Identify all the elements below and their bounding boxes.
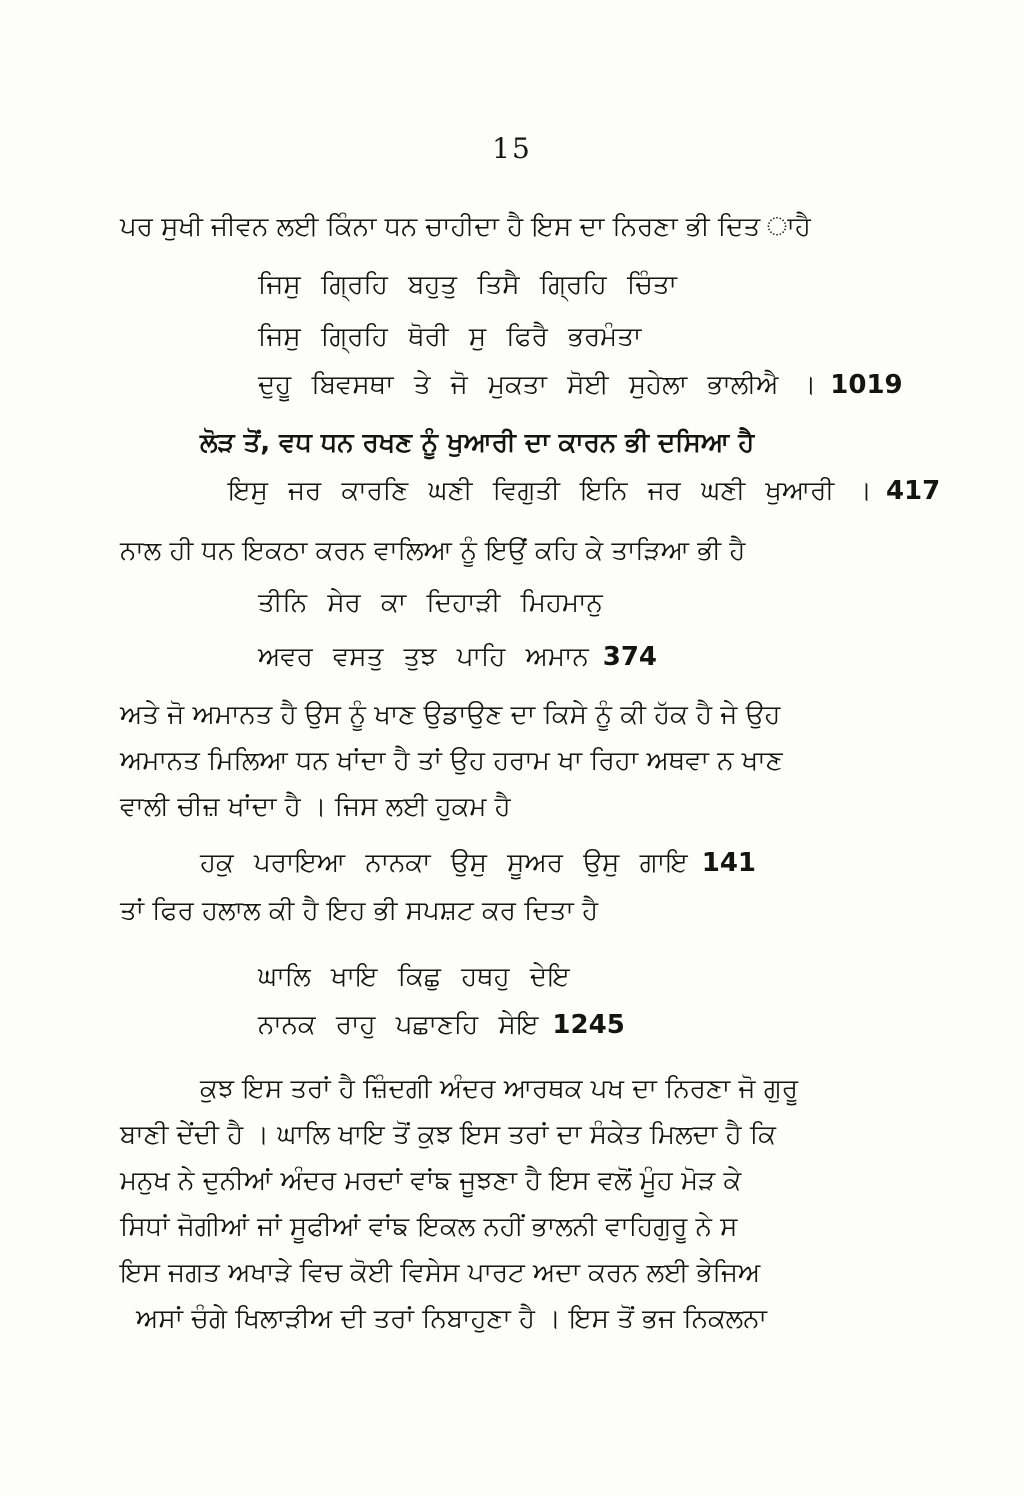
line-text: ਜਿਸੁ ਗ੍ਰਿਹਿ ਥੋਰੀ ਸੁ ਫਿਰੈ ਭਰਮੰਤਾ — [258, 322, 642, 352]
verse-reference: 1245 — [552, 1010, 625, 1040]
line-text: ਤਾਂ ਫਿਰ ਹਲਾਲ ਕੀ ਹੈ ਇਹ ਭੀ ਸਪਸ਼ਟ ਕਰ ਦਿਤਾ ਹੈ — [120, 896, 599, 926]
prose-line — [120, 698, 780, 732]
verse-reference: 1019 — [830, 370, 903, 400]
line-text: ਅਸਾਂ ਚੰਗੇ ਖਿਲਾੜੀਅ ਦੀ ਤਰਾਂ ਨਿਬਾਹੁਣਾ ਹੈ । ਇਸ ਤੋਂ ਭਜ ਨਿਕਲਨਾ — [136, 1304, 767, 1334]
verse-line — [258, 1008, 625, 1042]
line-text: ਅਤੇ ਜੋ ਅਮਾਨਤ ਹੈ ਉਸ ਨੂੰ ਖਾਣ ਉਡਾਉਣ ਦਾ ਕਿਸੇ ਨੂੰ ਕੀ ਹੱਕ ਹੈ ਜੇ ਉਹ — [120, 700, 781, 730]
line-text: ਵਾਲੀ ਚੀਜ਼ ਖਾਂਦਾ ਹੈ । ਜਿਸ ਲਈ ਹੁਕਮ ਹੈ — [120, 792, 511, 822]
verse-line — [258, 368, 903, 402]
prose-line — [136, 1302, 767, 1336]
line-text: ਮਨੁਖ ਨੇ ਦੁਨੀਆਂ ਅੰਦਰ ਮਰਦਾਂ ਵਾਂਙ ਜੂਝਣਾ ਹੈ ਇਸ ਵਲੋਂ ਮੂੰਹ ਮੋੜ ਕੇ — [120, 1166, 742, 1196]
verse-line — [258, 640, 657, 674]
prose-line — [120, 210, 811, 244]
verse-line — [258, 268, 677, 302]
prose-line — [120, 534, 745, 568]
verse-reference: 374 — [602, 642, 658, 672]
prose-line — [200, 1072, 798, 1106]
verse-line — [200, 846, 756, 880]
line-text: ਬਾਣੀ ਦੇਂਦੀ ਹੈ । ਘਾਲਿ ਖਾਇ ਤੋਂ ਕੁਝ ਇਸ ਤਰਾਂ ਦਾ ਸੰਕੇਤ ਮਿਲਦਾ ਹੈ ਕਿ — [120, 1120, 776, 1150]
line-text: ਘਾਲਿ ਖਾਇ ਕਿਛੁ ਹਥਹੁ ਦੇਇ — [258, 962, 570, 992]
prose-line — [120, 744, 783, 778]
line-text: ਇਸ ਜਗਤ ਅਖਾੜੇ ਵਿਚ ਕੋਈ ਵਿਸੇਸ ਪਾਰਟ ਅਦਾ ਕਰਨ ਲਈ ਭੇਜਿਅ — [120, 1258, 761, 1288]
line-text: ਸਿਧਾਂ ਜੋਗੀਆਂ ਜਾਂ ਸੂਫੀਆਂ ਵਾਂਙ ਇਕਲ ਨਹੀਂ ਭਾਲਨੀ ਵਾਹਿਗੁਰੂ ਨੇ ਸ — [120, 1212, 738, 1242]
line-text: ਤੀਨਿ ਸੇਰ ਕਾ ਦਿਹਾੜੀ ਮਿਹਮਾਨੁ — [258, 588, 603, 618]
prose-line — [120, 790, 511, 824]
verse-line — [258, 586, 603, 620]
verse-line — [258, 320, 641, 354]
line-text: ਕੁਝ ਇਸ ਤਰਾਂ ਹੈ ਜ਼ਿੰਦਗੀ ਅੰਦਰ ਆਰਥਕ ਪਖ ਦਾ ਨਿਰਣਾ ਜੋ ਗੁਰੂ — [200, 1074, 798, 1104]
line-text: ਹਕੁ ਪਰਾਇਆ ਨਾਨਕਾ ਉਸੁ ਸੂਅਰ ਉਸੁ ਗਾਇ — [200, 848, 688, 878]
verse-reference: 417 — [885, 476, 941, 506]
line-text: ਅਮਾਨਤ ਮਿਲਿਆ ਧਨ ਖਾਂਦਾ ਹੈ ਤਾਂ ਉਹ ਹਰਾਮ ਖਾ ਰਿਹਾ ਅਥਵਾ ਨ ਖਾਣ — [120, 746, 783, 776]
line-text: ਨਾਲ ਹੀ ਧਨ ਇਕਠਾ ਕਰਨ ਵਾਲਿਆ ਨੂੰ ਇਉਂ ਕਹਿ ਕੇ ਤਾੜਿਆ ਭੀ ਹੈ — [120, 536, 746, 566]
line-text: ਇਸੁ ਜਰ ਕਾਰਣਿ ਘਣੀ ਵਿਗੁਤੀ ਇਨਿ ਜਰ ਘਣੀ ਖੁਆਰੀ । — [228, 476, 872, 506]
prose-line — [120, 1164, 741, 1198]
prose-line — [120, 1118, 776, 1152]
line-text: ਅਵਰ ਵਸਤੁ ਤੁਝ ਪਾਹਿ ਅਮਾਨ — [258, 642, 589, 672]
verse-line — [228, 474, 940, 508]
prose-line — [120, 1210, 737, 1244]
line-text: ਦੁਹੂ ਬਿਵਸਥਾ ਤੇ ਜੋ ਮੁਕਤਾ ਸੋਈ ਸੁਹੇਲਾ ਭਾਲੀਐ । — [258, 370, 817, 400]
verse-reference: 141 — [701, 848, 757, 878]
line-text: ਲੋੜ ਤੋਂ, ਵਧ ਧਨ ਰਖਣ ਨੂੰ ਖੁਆਰੀ ਦਾ ਕਾਰਨ ਭੀ ਦਸਿਆ ਹੈ — [200, 428, 755, 458]
prose-line — [120, 894, 598, 928]
line-text: ਪਰ ਸੁਖੀ ਜੀਵਨ ਲਈ ਕਿੰਨਾ ਧਨ ਚਾਹੀਦਾ ਹੈ ਇਸ ਦਾ ਨਿਰਣਾ ਭੀ ਦਿਤ ਾਹੈ — [120, 212, 811, 242]
page-number: 15 — [492, 132, 532, 165]
verse-line — [258, 960, 570, 994]
prose-line — [200, 426, 754, 460]
prose-line — [120, 1256, 760, 1290]
line-text: ਜਿਸੁ ਗ੍ਰਿਹਿ ਬਹੁਤੁ ਤਿਸੈ ਗ੍ਰਿਹਿ ਚਿੰਤਾ — [258, 270, 677, 300]
line-text: ਨਾਨਕ ਰਾਹੁ ਪਛਾਣਹਿ ਸੇਇ — [258, 1010, 539, 1040]
